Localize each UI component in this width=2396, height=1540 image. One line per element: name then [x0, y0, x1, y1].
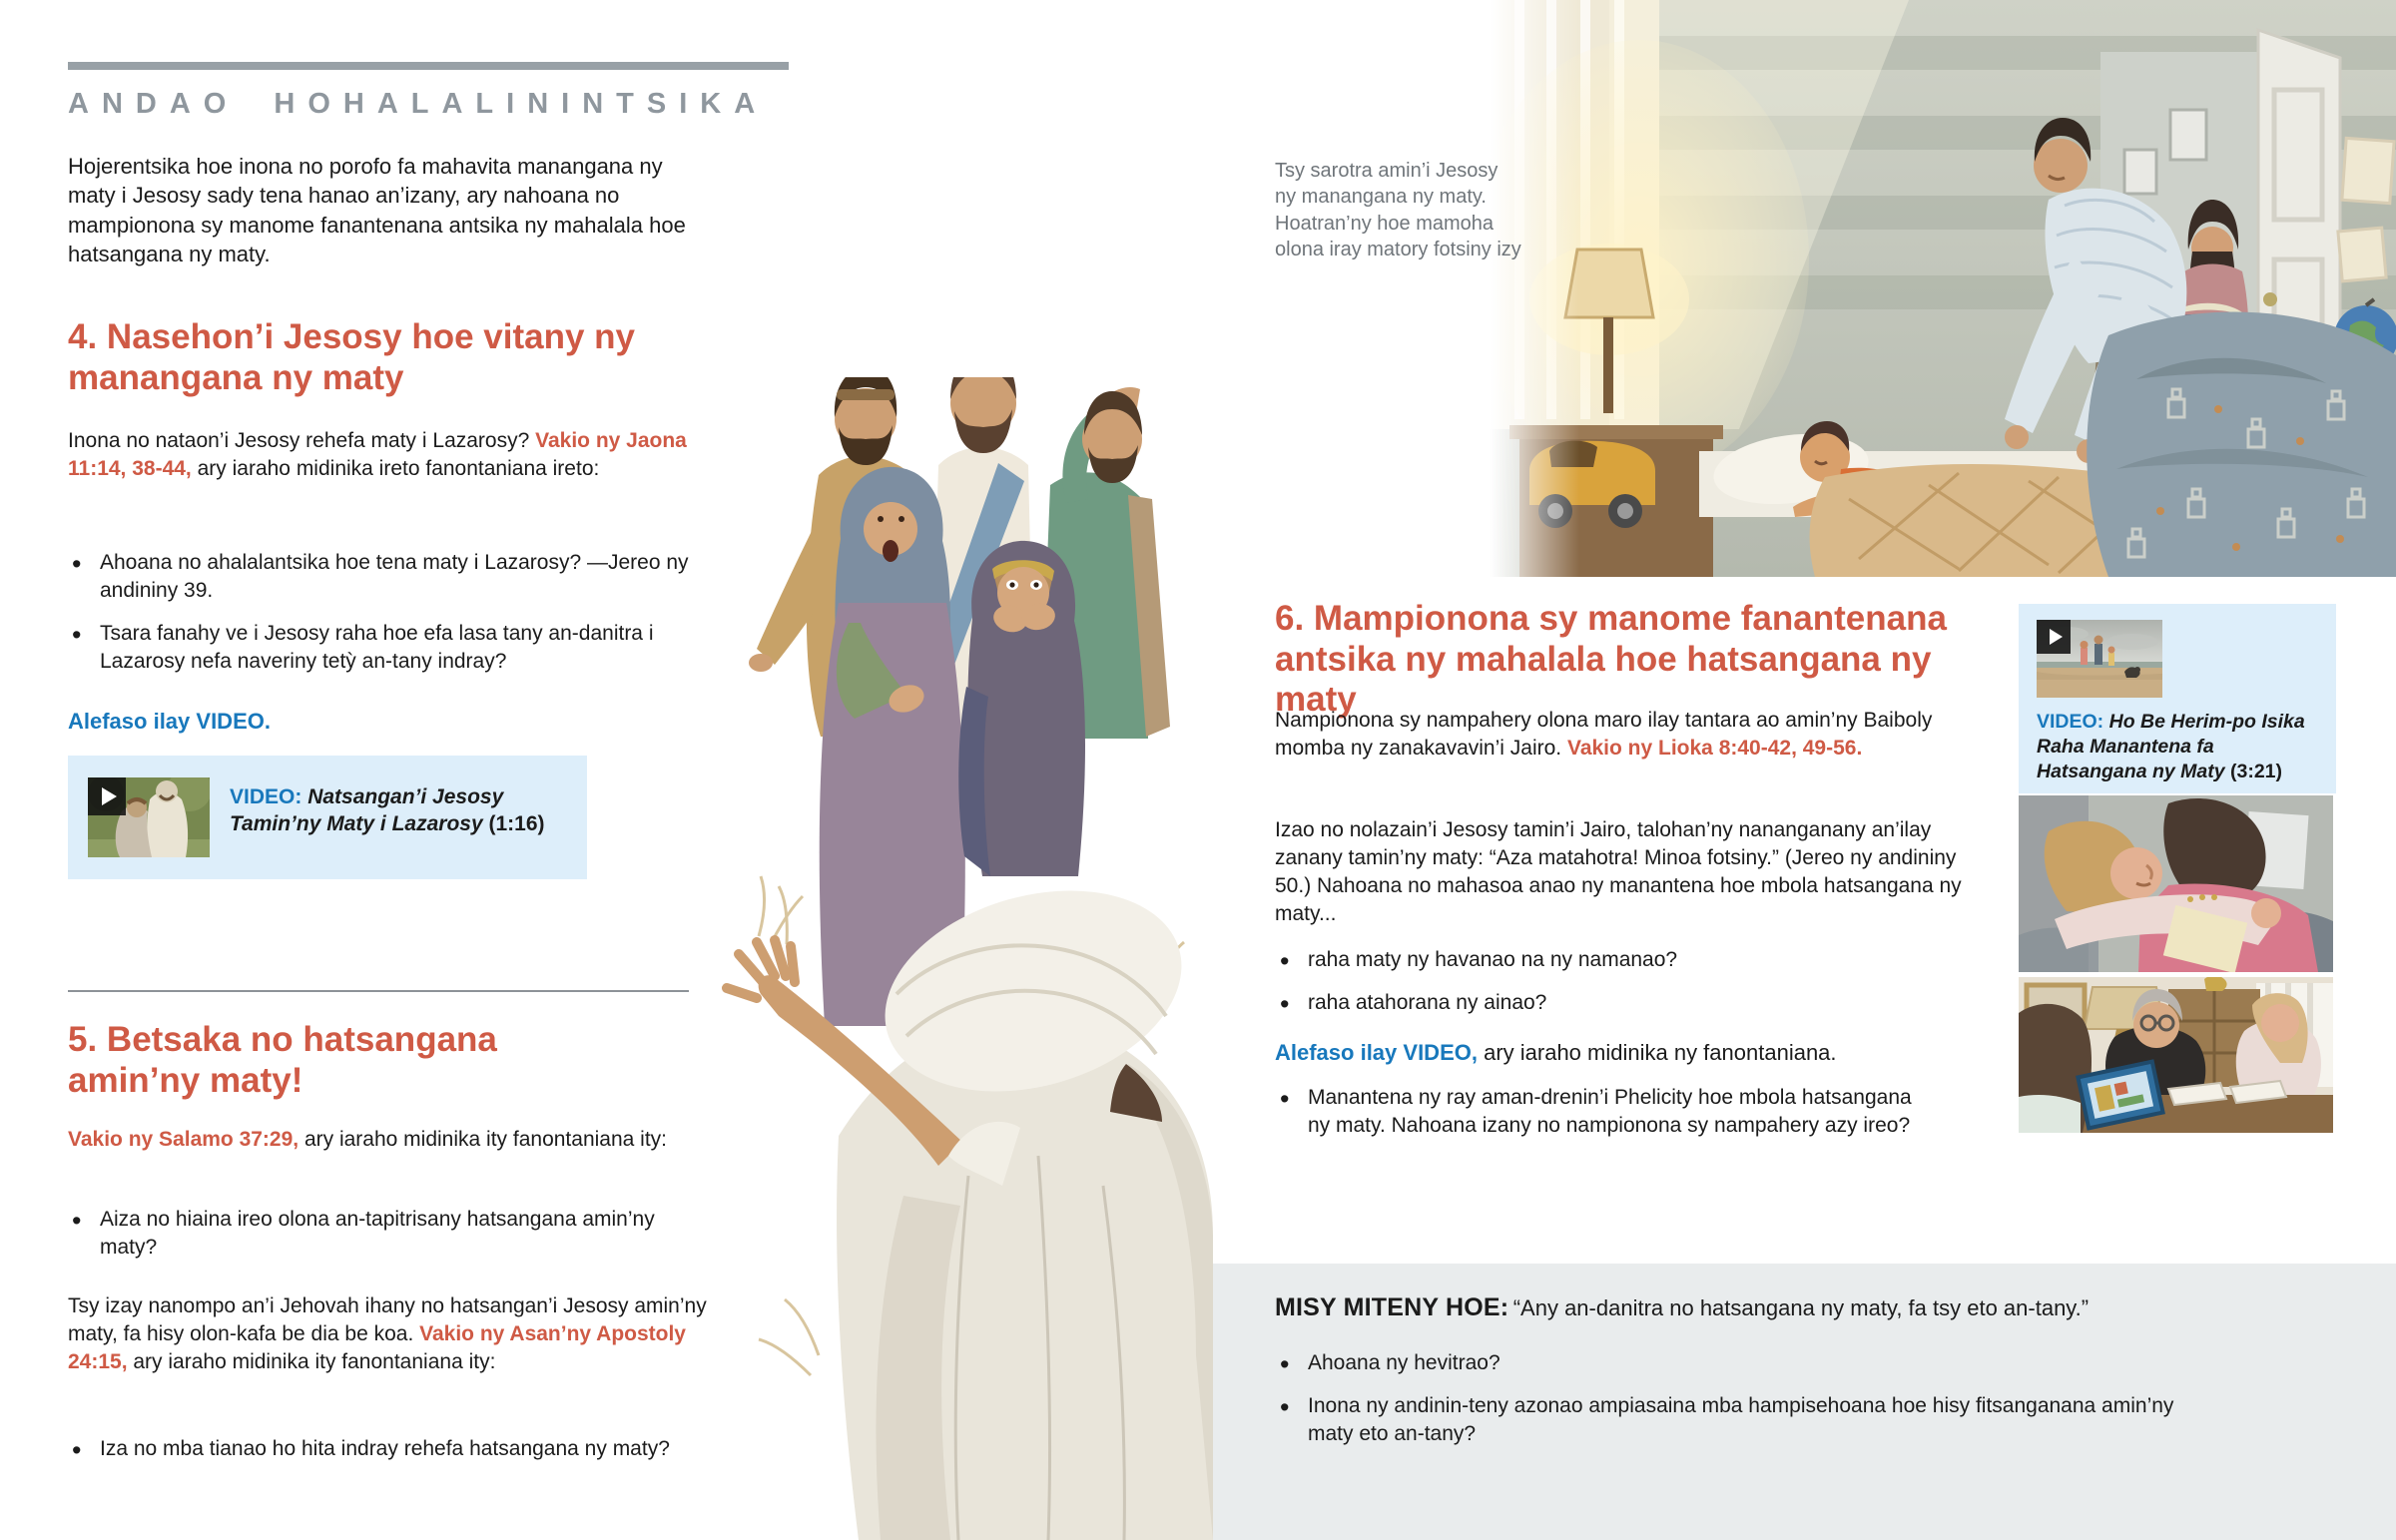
section-6-video-cta: [1275, 1038, 1974, 1067]
cta-after-text: ary iaraho midinika ny fanontaniana.: [1477, 1040, 1837, 1065]
play-video-cta[interactable]: Alefaso ilay VIDEO,: [1275, 1040, 1478, 1065]
intro-paragraph: Hojerentsika hoe inona no porofo fa mahavita manangana ny maty i Jesosy sady tena hanao an’izany, ary nahoana no mampionona sy manome fanantenana antsika ny mahalala hoe hatsangana ny maty.: [68, 154, 686, 267]
list-item: • raha maty ny havanao na ny namanao?: [1278, 946, 1957, 974]
list-item: • Aiza no hiaina ireo olona an-tapitrisany hatsangana amin’ny maty?: [70, 1206, 679, 1262]
section-6-paragraph-1: [1275, 707, 1974, 763]
masthead-title: ANDAO HOHALALININTSIKA: [68, 88, 769, 120]
section-4-lead: [68, 427, 715, 483]
video-title: Ho Be Herim-po Isika Raha Manantena fa Hatsangana ny Maty: [2037, 711, 2305, 782]
list-item: • Ahoana ny hevitrao?: [1278, 1349, 2176, 1377]
quote-label: MISY MITENY HOE:: [1275, 1293, 1509, 1321]
section-5-question-2: [70, 1435, 679, 1478]
video-card-herimpo[interactable]: [2019, 604, 2336, 793]
video-label: VIDEO:: [230, 785, 302, 808]
video-thumbnail-beach[interactable]: [2037, 620, 2162, 698]
quote-box: [1198, 1264, 2396, 1540]
scripture-link-salamo[interactable]: Vakio ny Salamo 37:29,: [68, 1128, 300, 1151]
astonished-woman-shawl: [958, 541, 1085, 876]
play-video-cta[interactable]: Alefaso ilay VIDEO.: [68, 709, 271, 734]
study-photo: [2019, 977, 2333, 1133]
video-label: VIDEO:: [2037, 711, 2104, 733]
video-card-text: [230, 783, 569, 838]
video-card-text: [2037, 710, 2322, 784]
para-text: Nampionona sy nampahery olona maro ilay tantara ao amin’ny Baiboly momba ny zanakavavin’i Jairo.: [1275, 709, 1933, 761]
play-icon[interactable]: [2037, 620, 2071, 654]
video-duration: (3:21): [2229, 760, 2283, 782]
list-item: • Ahoana no ahalalantsika hoe tena maty i Lazarosy? —Jereo ny andininy 39.: [70, 549, 689, 605]
section-5-lead: [68, 1126, 715, 1154]
lead-after-text: ary iaraho midinika ity fanontaniana ity:: [299, 1128, 667, 1151]
lead-after-text: ary iaraho midinika ireto fanontaniana ireto:: [191, 457, 600, 481]
play-icon[interactable]: [88, 777, 126, 815]
women-hugging-still: [2019, 795, 2333, 972]
list-item: • raha atahorana ny ainao?: [1278, 989, 1957, 1017]
bedroom-caption: Tsy sarotra amin’i Jesosy ny manangana ny maty. Hoatran’ny hoe mamoha olona iray matory fotsiny izy: [1275, 160, 1521, 261]
list-item: • Manantena ny ray aman-drenin’i Phelicity hoe mbola hatsangana ny maty. Nahoana izany no nampionona sy nampahery azy ireo?: [1278, 1084, 1937, 1140]
women-studying-still: [2019, 977, 2333, 1133]
video-card-lazarus[interactable]: [68, 756, 587, 879]
section-6-question-2: [1278, 1084, 1937, 1155]
section-5-heading: 5. Betsaka no hatsangana amin’ny maty!: [68, 1020, 497, 1100]
list-item: • Tsara fanahy ve i Jesosy raha hoe efa lasa tany an-danitra i Lazarosy nefa naveriny tetỳ an-tany indray?: [70, 620, 689, 676]
para-after-text: ary iaraho midinika ity fanontaniana ity:: [127, 1350, 496, 1374]
father-waking-boy-illustration: [1490, 0, 2396, 577]
quote-text: “Any an-danitra no hatsangana ny maty, fa tsy eto an-tany.”: [1512, 1295, 2090, 1320]
section-6-heading: 6. Mampionona sy manome fanantenana antsika ny mahalala hoe hatsangana ny maty: [1275, 599, 1947, 720]
para-text: Tsy izay nanompo an’i Jehovah ihany no hatsangan’i Jesosy amin’ny maty, fa hisy olon-kafa be dia be koa.: [68, 1294, 707, 1346]
section-6-paragraph-2: Izao no nolazain’i Jesosy tamin’i Jairo, talohan’ny nananganany an’ilay zanany tamin’ny maty: “Aza matahotra! Minoa fotsiny.” (Jereo ny andininy 50.) Nahoana no mahasoa anao ny manantena hoe mbola hatsangana ny maty...: [1275, 818, 1962, 926]
section-divider: [68, 990, 689, 992]
robot-blanket: [2087, 312, 2396, 577]
lazarus-figure: [727, 858, 1213, 1540]
masthead-rule: [68, 62, 789, 70]
video-title: Natsangan’i Jesosy Tamin’ny Maty i Lazarosy: [230, 785, 504, 836]
scripture-link-lioka[interactable]: Vakio ny Lioka 8:40-42, 49-56.: [1566, 737, 1863, 761]
section-4-heading: 4. Nasehon’i Jesosy hoe vitany ny manangana ny maty: [68, 317, 635, 397]
section-4-questions: [70, 549, 689, 692]
lazarus-resurrection-illustration: [699, 377, 1213, 1540]
list-item: • Inona ny andinin-teny azonao ampiasaina mba hampisehoana hoe hisy fitsanganana amin’ny maty eto an-tany?: [1278, 1392, 2176, 1448]
section-6-questions: [1278, 946, 1957, 1032]
lead-text: Inona no nataon’i Jesosy rehefa maty i Lazarosy?: [68, 429, 536, 452]
scripture-link-apostoly[interactable]: Vakio ny Asan’ny Apostoly 24:15,: [68, 1322, 686, 1374]
quote-questions: [1278, 1349, 2176, 1463]
video-duration: (1:16): [488, 812, 545, 836]
quote-line: [1275, 1293, 2333, 1322]
list-item: • Iza no mba tianao ho hita indray rehefa hatsangana ny maty?: [70, 1435, 679, 1463]
hug-photo: [2019, 795, 2333, 972]
video-thumbnail-lazarus[interactable]: [88, 777, 210, 857]
section-5-question-1: [70, 1206, 679, 1277]
scripture-link-jaona[interactable]: Vakio ny Jaona 11:14, 38-44,: [68, 429, 687, 481]
section-5-paragraph-2: [68, 1292, 715, 1376]
